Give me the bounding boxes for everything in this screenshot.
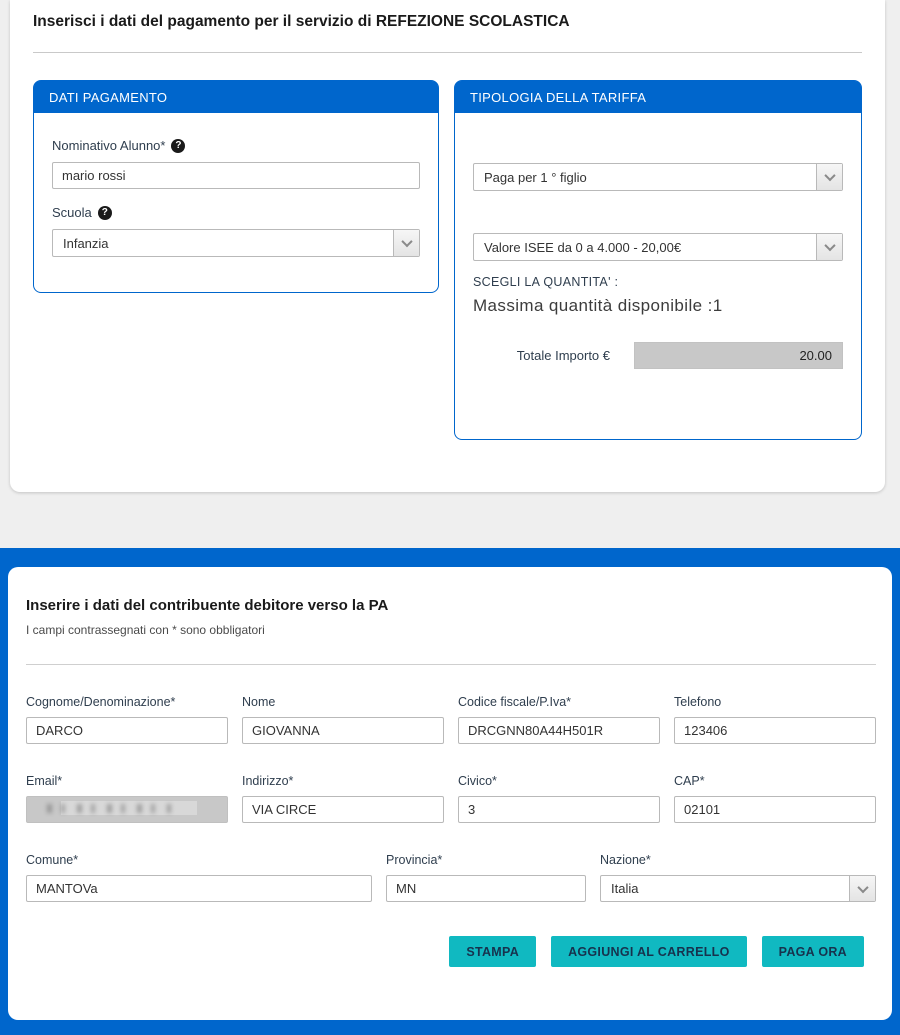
chevron-down-icon bbox=[824, 170, 835, 181]
school-select[interactable] bbox=[52, 229, 420, 257]
child-select[interactable] bbox=[473, 163, 843, 191]
debtor-section-background bbox=[0, 548, 900, 1035]
debtor-title: Inserire i dati del contribuente debitore verso la PA bbox=[26, 597, 389, 614]
email-field[interactable] bbox=[26, 796, 228, 823]
address-label: Indirizzo* bbox=[242, 774, 294, 788]
add-to-cart-button[interactable]: AGGIUNGI AL CARRELLO bbox=[551, 936, 747, 967]
nation-select-value: Italia bbox=[611, 881, 639, 896]
name-input[interactable] bbox=[242, 717, 444, 744]
chevron-down-icon bbox=[857, 881, 868, 892]
help-icon[interactable]: ? bbox=[171, 139, 185, 153]
payment-panel-header: DATI PAGAMENTO bbox=[34, 81, 438, 113]
tariff-panel-body bbox=[455, 163, 861, 369]
email-redacted-smudge bbox=[47, 804, 171, 813]
city-label: Comune* bbox=[26, 853, 79, 867]
civic-input[interactable] bbox=[458, 796, 660, 823]
civic-label: Civico* bbox=[458, 774, 497, 788]
print-button[interactable]: STAMPA bbox=[449, 936, 536, 967]
total-amount-field bbox=[634, 342, 843, 369]
surname-label: Cognome/Denominazione* bbox=[26, 695, 176, 709]
student-name-label: Nominativo Alunno* bbox=[52, 138, 166, 153]
fiscal-code-input[interactable] bbox=[458, 717, 660, 744]
page-title: Inserisci i dati del pagamento per il servizio di REFEZIONE SCOLASTICA bbox=[33, 13, 570, 30]
name-field-group bbox=[242, 695, 444, 744]
debtor-form-row-1 bbox=[26, 695, 876, 744]
province-input[interactable] bbox=[386, 875, 586, 902]
debtor-subtitle: I campi contrassegnati con * sono obbligatori bbox=[26, 623, 265, 637]
city-field-group bbox=[26, 853, 372, 902]
child-select-value: Paga per 1 ° figlio bbox=[484, 169, 587, 185]
isee-select-value: Valore ISEE da 0 a 4.000 - 20,00€ bbox=[484, 239, 682, 255]
school-label-row bbox=[52, 205, 420, 220]
cap-label: CAP* bbox=[674, 774, 705, 788]
phone-label: Telefono bbox=[674, 695, 722, 709]
chevron-down-icon bbox=[824, 240, 835, 251]
nation-label: Nazione* bbox=[600, 853, 651, 867]
province-label: Provincia* bbox=[386, 853, 443, 867]
nation-select[interactable] bbox=[600, 875, 876, 902]
payment-panel bbox=[33, 80, 439, 293]
school-label: Scuola bbox=[52, 205, 92, 220]
city-input[interactable] bbox=[26, 875, 372, 902]
name-label: Nome bbox=[242, 695, 276, 709]
isee-select-arrow-box[interactable] bbox=[816, 234, 842, 260]
payment-data-card bbox=[10, 0, 885, 492]
address-input[interactable] bbox=[242, 796, 444, 823]
fiscal-code-label: Codice fiscale/P.Iva* bbox=[458, 695, 572, 709]
total-label: Totale Importo € bbox=[516, 348, 610, 363]
civic-field-group bbox=[458, 774, 660, 823]
email-label: Email* bbox=[26, 774, 63, 788]
isee-select[interactable] bbox=[473, 233, 843, 261]
cap-input[interactable] bbox=[674, 796, 876, 823]
tariff-panel-header: TIPOLOGIA DELLA TARIFFA bbox=[455, 81, 861, 113]
pay-now-button[interactable]: PAGA ORA bbox=[762, 936, 864, 967]
school-select-arrow-box[interactable] bbox=[393, 230, 419, 256]
debtor-form-row-2 bbox=[26, 774, 876, 823]
province-field-group bbox=[386, 853, 586, 902]
debtor-card bbox=[8, 567, 892, 1020]
email-field-group bbox=[26, 774, 228, 823]
surname-input[interactable] bbox=[26, 717, 228, 744]
debtor-divider bbox=[26, 664, 876, 665]
school-select-value: Infanzia bbox=[63, 235, 109, 251]
title-divider bbox=[33, 52, 862, 53]
quantity-caption: SCEGLI LA QUANTITA' : bbox=[473, 275, 619, 289]
help-icon[interactable]: ? bbox=[98, 206, 112, 220]
student-name-label-row bbox=[52, 138, 420, 153]
phone-input[interactable] bbox=[674, 717, 876, 744]
student-name-input[interactable] bbox=[52, 162, 420, 189]
nation-field-group bbox=[600, 853, 876, 902]
total-row bbox=[473, 342, 843, 369]
action-buttons-row bbox=[26, 936, 864, 967]
debtor-form-row-3 bbox=[26, 853, 876, 902]
fiscal-code-field-group bbox=[458, 695, 660, 744]
child-select-arrow-box[interactable] bbox=[816, 164, 842, 190]
payment-panel-body bbox=[34, 113, 438, 257]
address-field-group bbox=[242, 774, 444, 823]
nation-select-arrow-box[interactable] bbox=[849, 876, 875, 901]
surname-field-group bbox=[26, 695, 228, 744]
quantity-max-text: Massima quantità disponibile :1 bbox=[473, 296, 723, 315]
section-spacer bbox=[0, 492, 900, 548]
panels-container bbox=[33, 80, 862, 440]
chevron-down-icon bbox=[401, 236, 412, 247]
phone-field-group bbox=[674, 695, 876, 744]
tariff-panel bbox=[454, 80, 862, 440]
cap-field-group bbox=[674, 774, 876, 823]
